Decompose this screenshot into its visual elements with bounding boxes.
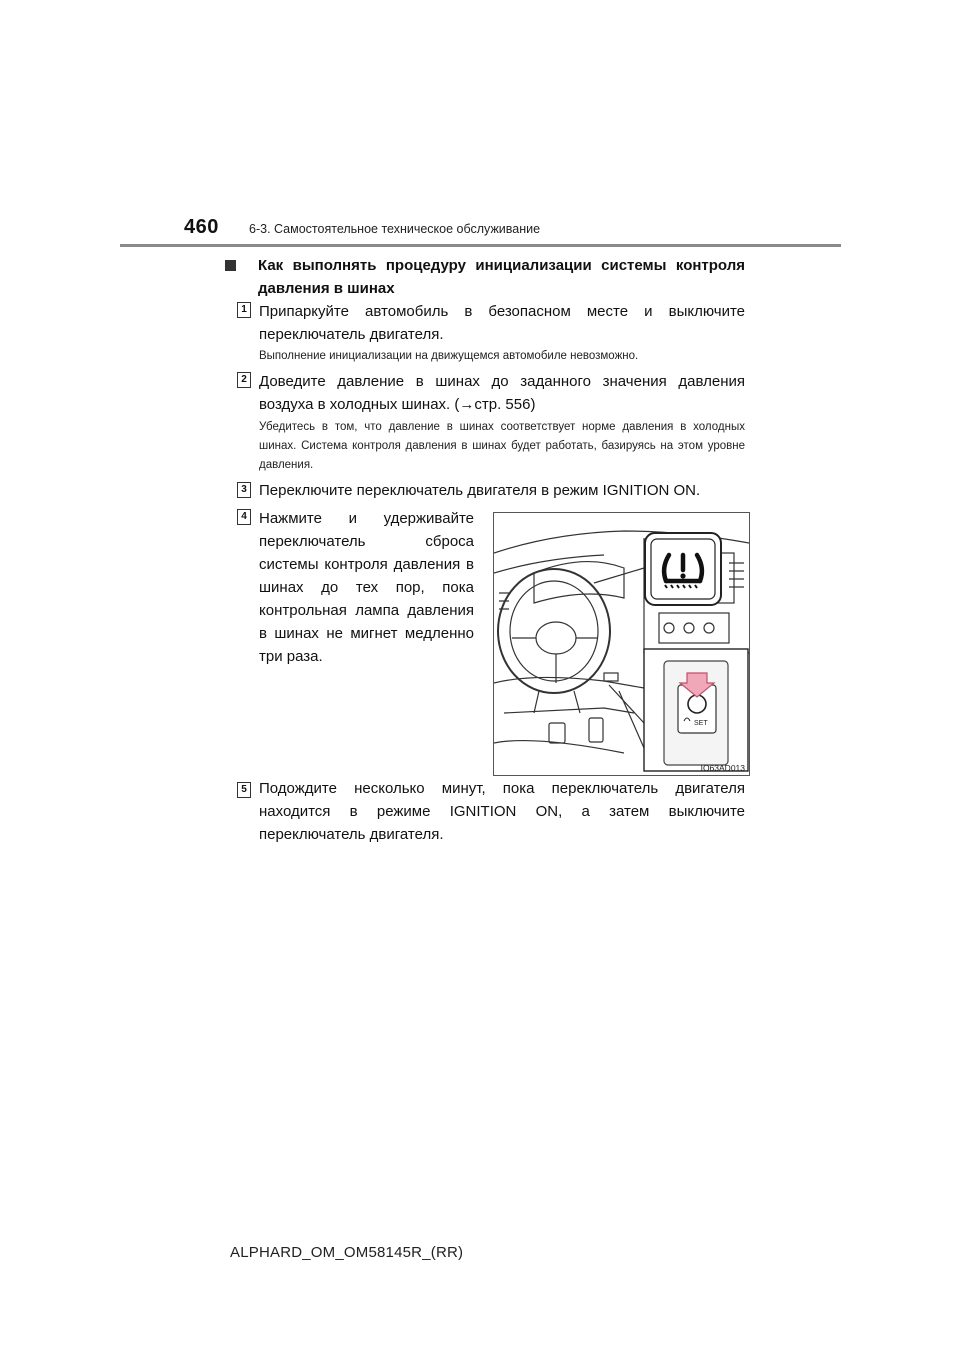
footer-doc-id: ALPHARD_OM_OM58145R_(RR) (230, 1244, 464, 1261)
step-text-1: Припаркуйте автомобиль в безопасном месте и выключите переключатель двигателя. (259, 303, 745, 343)
step-note-1: Выполнение инициализации на движущемся автомобиле невозможно. (259, 350, 639, 362)
procedure-heading (225, 254, 745, 300)
header-rule (120, 244, 841, 247)
heading-line-1: Как выполнять процедуру инициализации системы контроля (258, 257, 745, 274)
step-text-5: Подождите несколько минут, пока переключатель двигателя находится в режиме IGNITION ON, а затем выключите переключатель двигателя. (259, 780, 745, 843)
step-number-2: 2 (237, 372, 251, 388)
step-text-3: Переключите переключатель двигателя в режим IGNITION ON. (259, 482, 701, 499)
step-number-5: 5 (237, 782, 251, 798)
step-number-1: 1 (237, 302, 251, 318)
step-number-3: 3 (237, 482, 251, 498)
section-title: 6-3. Самостоятельное техническое обслуживание (249, 222, 541, 236)
set-button-label: SET (694, 720, 708, 727)
step-text-4 (259, 507, 474, 668)
dashboard-illustration (493, 512, 750, 776)
step-note-2: Убедитесь в том, что давление в шинах соответствует норме давления в холодных шинах. Система контроля давления в шинах будет работать, базируясь на этом уровне давления. (259, 421, 745, 471)
illustration-code: IO63AD013 (700, 763, 745, 773)
heading-bullet-icon (225, 260, 236, 271)
heading-line-2: давления в шинах (258, 280, 395, 297)
dashboard-drawing (494, 513, 749, 775)
step-number-4: 4 (237, 509, 251, 525)
page-number: 460 (184, 216, 219, 238)
step-text-4-last: три раза. (259, 648, 323, 665)
step-text-2: Доведите давление в шинах до заданного значения давления воздуха в холодных шинах. (→стр. 556) (259, 373, 745, 413)
step-text-4-main: Нажмите и удерживайте переключатель сброса системы контроля давления в шинах до тех пор, пока контрольная лампа давления в шинах не мигнет медленно (259, 510, 474, 642)
